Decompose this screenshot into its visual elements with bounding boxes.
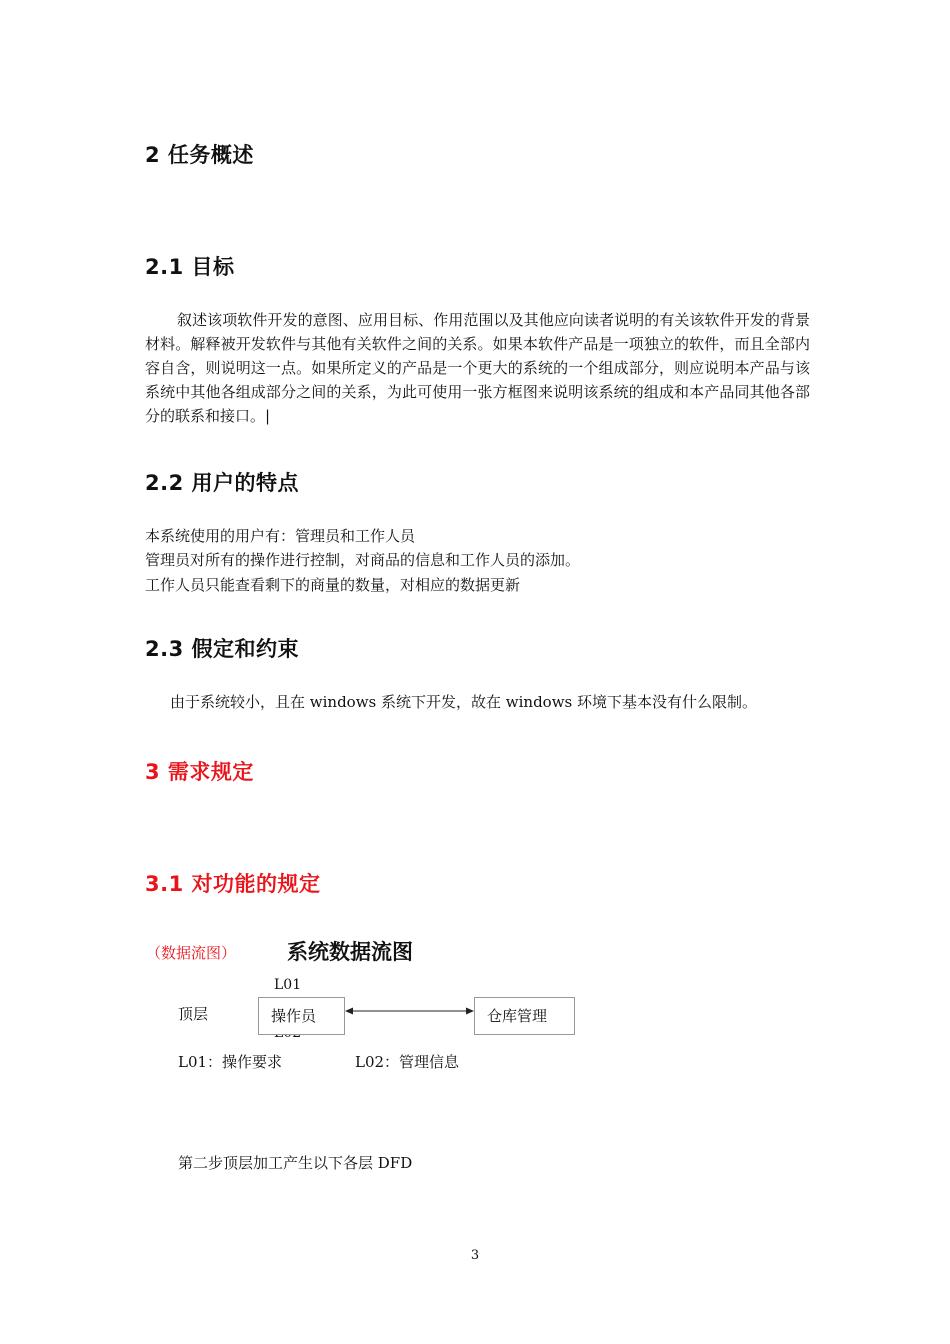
users-line-2: 管理员对所有的操作进行控制，对商品的信息和工作人员的添加。: [145, 551, 581, 569]
heading-2-task-overview: 2 任务概述: [145, 143, 254, 167]
legend-l01: L01：操作要求: [178, 1053, 283, 1071]
heading-2-2-user-features: 2.2 用户的特点: [145, 471, 300, 495]
heading-2-1-goal: 2.1 目标: [145, 255, 235, 279]
legend-l02: L02：管理信息: [355, 1053, 460, 1071]
flow-arrow: [345, 1004, 475, 1018]
goal-paragraph: 叙述该项软件开发的意图、应用目标、作用范围以及其他应向读者说明的有关该软件开发的背景材料。解释被开发软件与其他有关软件之间的关系。如果本软件产品是一项独立的软件，而且全部内容自含，则说明这一点。如果所定义的产品是一个更大的系统的一个组成部分，则应说明本产品与该系统中其他各组成部分之间的关系，为此可使用一张方框图来说明该系统的组成和本产品同其他各部分的联系和接口。|: [145, 311, 810, 425]
flow-label-l01: L01: [274, 977, 302, 993]
box-warehouse: 仓库管理: [474, 997, 575, 1035]
heading-2-3-assumptions: 2.3 假定和约束: [145, 637, 300, 661]
users-line-1: 本系统使用的用户有：管理员和工作人员: [145, 527, 416, 545]
box-operator: 操作员: [258, 997, 345, 1035]
arrowhead-right-icon: [466, 1008, 474, 1015]
arrowhead-left-icon: [345, 1008, 353, 1015]
users-line-3: 工作人员只能查看剩下的商量的数量，对相应的数据更新: [145, 576, 521, 594]
step-text: 第二步顶层加工产生以下各层 DFD: [178, 1154, 413, 1172]
assumptions-paragraph: 由于系统较小，且在 windows 系统下开发，故在 windows 环境下基本没有什么限制。: [170, 693, 758, 711]
heading-3-requirements: 3 需求规定: [145, 760, 254, 784]
diagram-note: （数据流图）: [146, 944, 237, 962]
level-label: 顶层: [178, 1005, 209, 1023]
page-number: 3: [470, 1248, 480, 1263]
diagram-title: 系统数据流图: [287, 940, 413, 964]
heading-3-1-functions: 3.1 对功能的规定: [145, 872, 321, 896]
